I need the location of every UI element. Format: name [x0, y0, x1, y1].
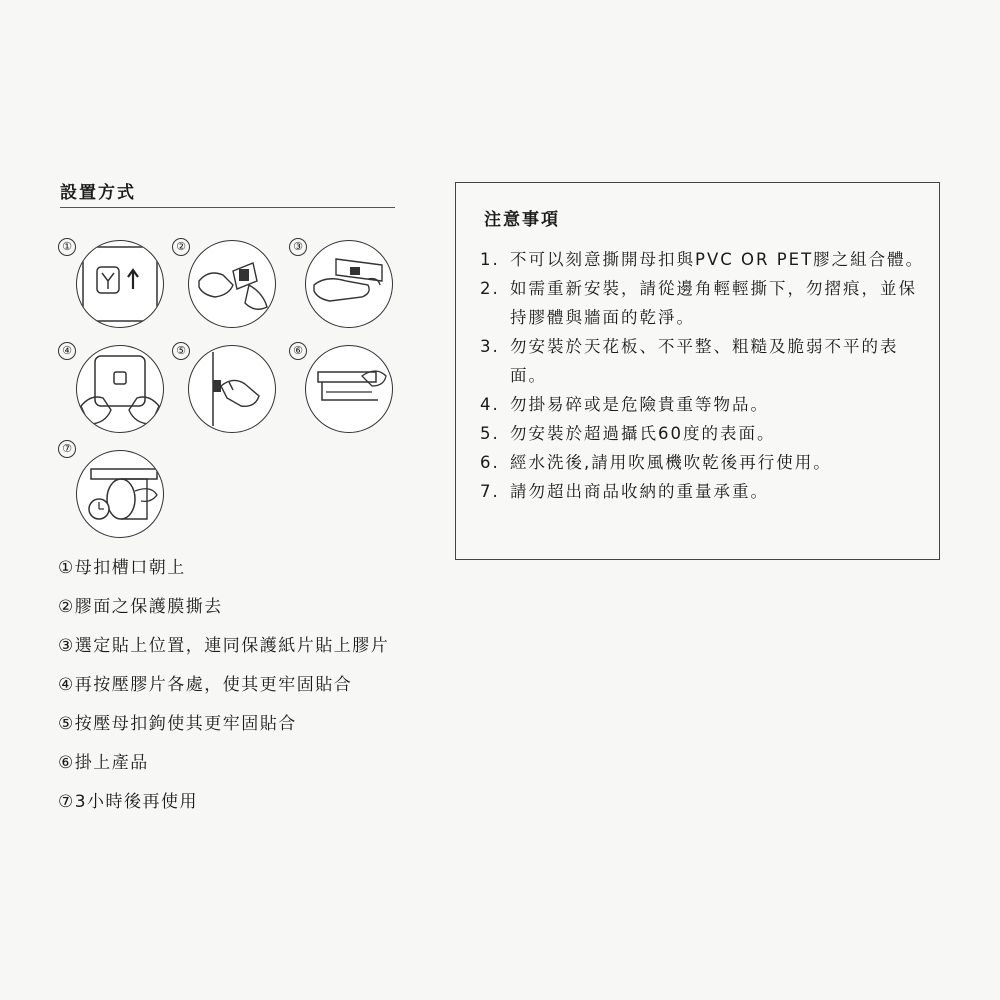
notice-item-number: 7. [480, 482, 500, 501]
steps-illustrations [0, 0, 420, 540]
notice-item-7 [480, 477, 930, 506]
step-4-illustration [76, 345, 166, 435]
notice-item-text: 勿安裝於超過攝氏60度的表面。 [510, 424, 776, 443]
notice-title: 注意事項 [484, 210, 560, 230]
notice-item-number: 3. [480, 337, 500, 356]
notice-item-1 [480, 245, 930, 274]
step-number-5: ⑤ [172, 342, 190, 360]
instruction-6: ⑥掛上產品 [58, 753, 149, 773]
instruction-3: ③選定貼上位置，連同保護紙片貼上膠片 [58, 636, 390, 656]
instruction-4: ④再按壓膠片各處，使其更牢固貼合 [58, 675, 353, 695]
notice-item-text: 經水洗後,請用吹風機吹乾後再行使用。 [510, 453, 832, 472]
step-number-6: ⑥ [289, 342, 307, 360]
notice-item-4 [480, 390, 930, 419]
notice-list [480, 245, 930, 506]
notice-item-text: 請勿超出商品收納的重量承重。 [510, 482, 769, 501]
notice-item-text: 如需重新安裝，請從邊角輕輕撕下，勿摺痕，並保持膠體與牆面的乾淨。 [510, 279, 917, 327]
notice-item-text: 不可以刻意撕開母扣與PVC OR PET膠之組合體。 [510, 250, 925, 269]
instruction-1: ①母扣槽口朝上 [58, 558, 186, 578]
step-1-illustration [76, 240, 166, 330]
step-5-illustration [188, 345, 278, 435]
step-number-4: ④ [58, 342, 76, 360]
instruction-5: ⑤按壓母扣鉤使其更牢固貼合 [58, 714, 297, 734]
step-7-illustration [76, 450, 166, 540]
notice-item-number: 1. [480, 250, 500, 269]
step-3-illustration [305, 240, 395, 330]
setup-instructions [58, 556, 458, 829]
step-number-2: ② [172, 238, 190, 256]
notice-item-2 [480, 274, 930, 332]
notice-item-number: 6. [480, 453, 500, 472]
notice-item-number: 4. [480, 395, 500, 414]
notice-item-text: 勿掛易碎或是危險貴重等物品。 [510, 395, 769, 414]
step-number-7: ⑦ [58, 440, 76, 458]
notice-item-text: 勿安裝於天花板、不平整、粗糙及脆弱不平的表面。 [510, 337, 899, 385]
step-number-3: ③ [289, 238, 307, 256]
setup-title: 設置方式 [60, 183, 136, 203]
notice-item-5 [480, 419, 930, 448]
step-number-1: ① [58, 238, 76, 256]
instruction-7: ⑦3小時後再使用 [58, 792, 199, 812]
step-2-illustration [188, 240, 278, 330]
notice-item-3 [480, 332, 930, 390]
notice-item-6 [480, 448, 930, 477]
step-6-illustration [305, 345, 395, 435]
notice-item-number: 2. [480, 279, 500, 298]
instruction-2: ②膠面之保護膜撕去 [58, 597, 223, 617]
notice-item-number: 5. [480, 424, 500, 443]
notice-box [455, 182, 940, 560]
